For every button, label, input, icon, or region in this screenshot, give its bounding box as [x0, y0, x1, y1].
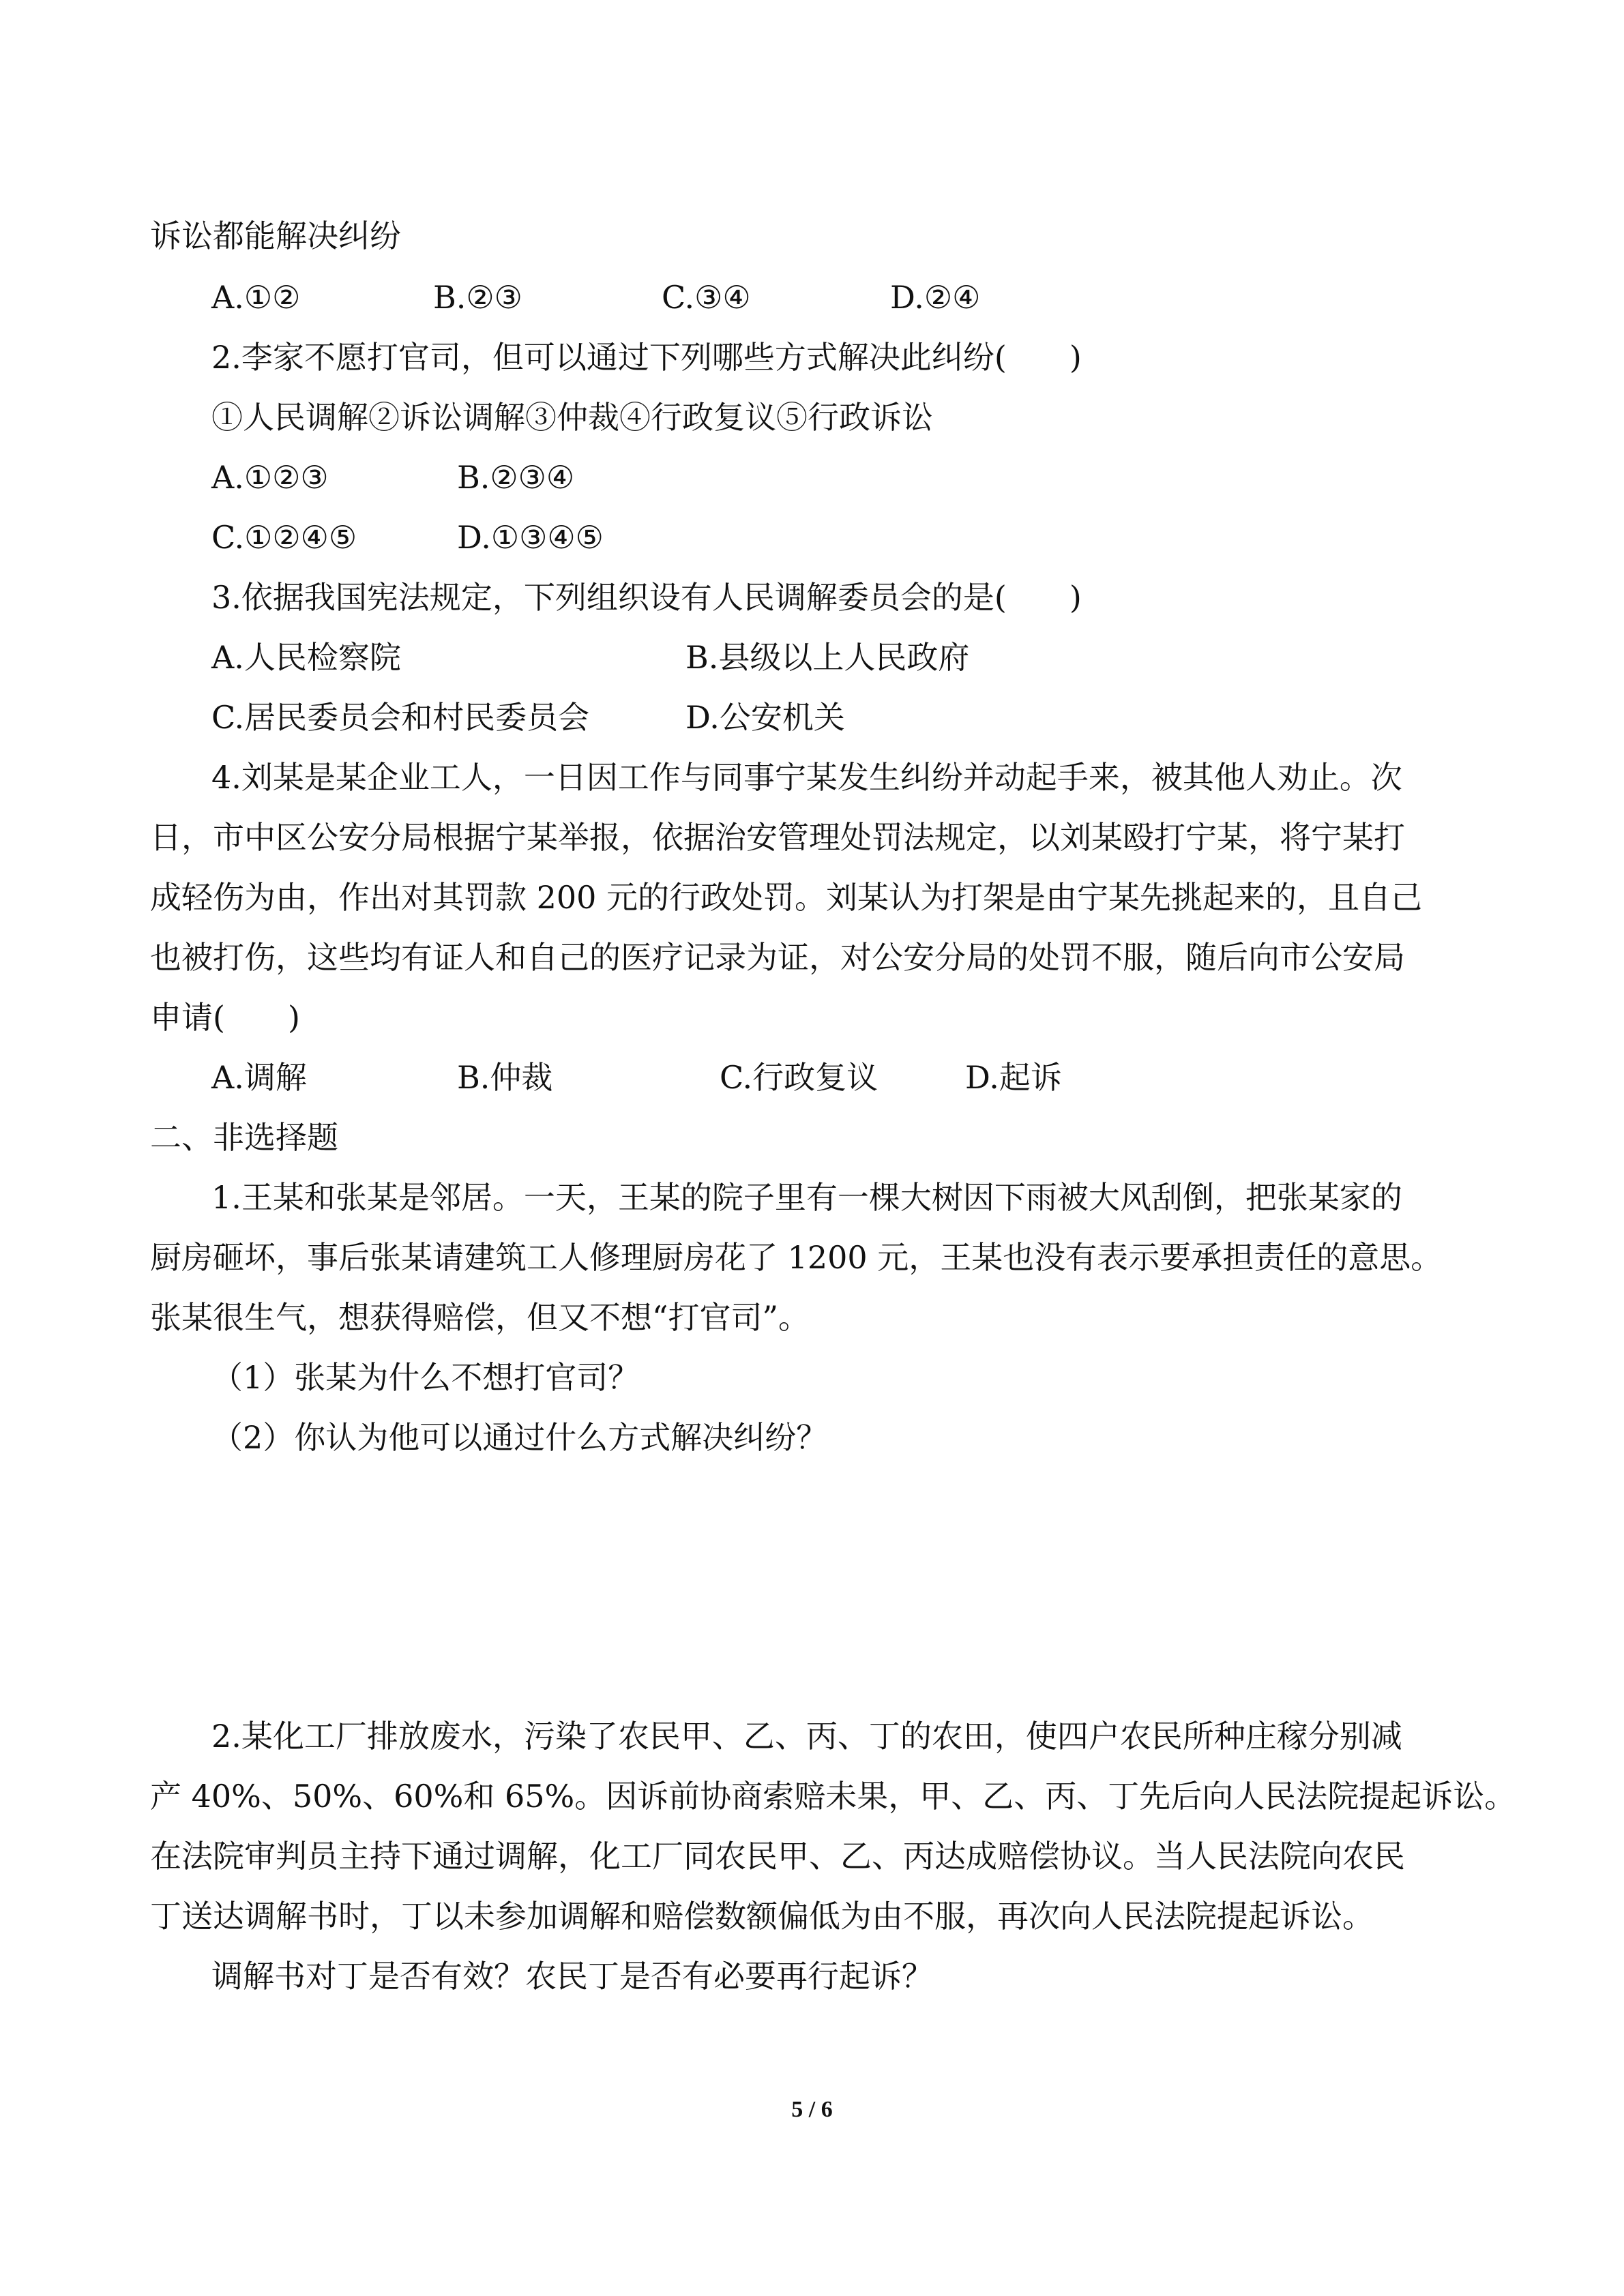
q1-option-a: A.①② [211, 279, 301, 316]
q3-option-b: B.县级以上人民政府 [685, 639, 970, 676]
q2-option-d: D.①③④⑤ [457, 519, 604, 556]
p1-subquestion-2: （2）你认为他可以通过什么方式解决纠纷？ [211, 1419, 828, 1456]
p1-line: 1.王某和张某是邻居。一天，王某的院子里有一棵大树因下雨被大风刮倒，把张某家的 [211, 1179, 1402, 1216]
q1-option-c: C.③④ [662, 279, 751, 316]
p1-line: 厨房砸坏，事后张某请建筑工人修理厨房花了 1200 元，王某也没有表示要承担责任的意思。 [150, 1239, 1443, 1276]
p2-line: 丁送达调解书时，丁以未参加调解和赔偿数额偏低为由不服，再次向人民法院提起诉讼。 [150, 1898, 1374, 1935]
q4-line: 申请( ) [150, 999, 300, 1036]
q3-option-a: A.人民检察院 [211, 639, 401, 676]
q2-option-c: C.①②④⑤ [211, 519, 357, 556]
q1-option-d: D.②④ [890, 279, 981, 316]
q2-items: ①人民调解②诉讼调解③仲裁④行政复议⑤行政诉讼 [211, 399, 933, 436]
section-title: 二、非选择题 [150, 1119, 338, 1156]
q4-option-d: D.起诉 [965, 1059, 1062, 1096]
q4-option-c: C.行政复议 [720, 1059, 879, 1096]
p1-line: 张某很生气，想获得赔偿，但又不想“打官司”。 [150, 1299, 810, 1336]
q4-option-b: B.仲裁 [457, 1059, 553, 1096]
p2-line: 2.某化工厂排放废水，污染了农民甲、乙、丙、丁的农田，使四户农民所种庄稼分别减 [211, 1718, 1402, 1755]
q3-option-d: D.公安机关 [685, 699, 845, 736]
text-line: 诉讼都能解决纠纷 [150, 218, 401, 254]
p1-subquestion-1: （1）张某为什么不想打官司？ [211, 1359, 640, 1396]
q4-line: 也被打伤，这些均有证人和自己的医疗记录为证，对公安分局的处罚不服，随后向市公安局 [150, 939, 1405, 976]
q2-option-b: B.②③④ [457, 459, 575, 496]
p2-question: 调解书对丁是否有效？农民丁是否有必要再行起诉？ [211, 1958, 933, 1995]
q3-stem: 3.依据我国宪法规定，下列组织设有人民调解委员会的是( ) [211, 579, 1082, 616]
q4-line: 日，市中区公安分局根据宁某举报，依据治安管理处罚法规定，以刘某殴打宁某，将宁某打 [150, 819, 1405, 856]
q4-option-a: A.调解 [211, 1059, 307, 1096]
q4-line: 4.刘某是某企业工人，一日因工作与同事宁某发生纠纷并动起手来，被其他人劝止。次 [211, 759, 1402, 796]
q4-line: 成轻伤为由，作出对其罚款 200 元的行政处罚。刘某认为打架是由宁某先挑起来的，且自己 [150, 879, 1423, 916]
p2-line: 产 40%、50%、60%和 65%。因诉前协商索赔未果，甲、乙、丙、丁先后向人民法院提起诉讼。 [150, 1778, 1516, 1815]
q2-stem: 2.李家不愿打官司，但可以通过下列哪些方式解决此纠纷( ) [211, 339, 1082, 376]
q3-option-c: C.居民委员会和村民委员会 [211, 699, 590, 736]
page-number: 5 / 6 [791, 2097, 833, 2122]
q2-option-a: A.①②③ [211, 459, 329, 496]
p2-line: 在法院审判员主持下通过调解，化工厂同农民甲、乙、丙达成赔偿协议。当人民法院向农民 [150, 1838, 1405, 1875]
q1-option-b: B.②③ [433, 279, 522, 316]
